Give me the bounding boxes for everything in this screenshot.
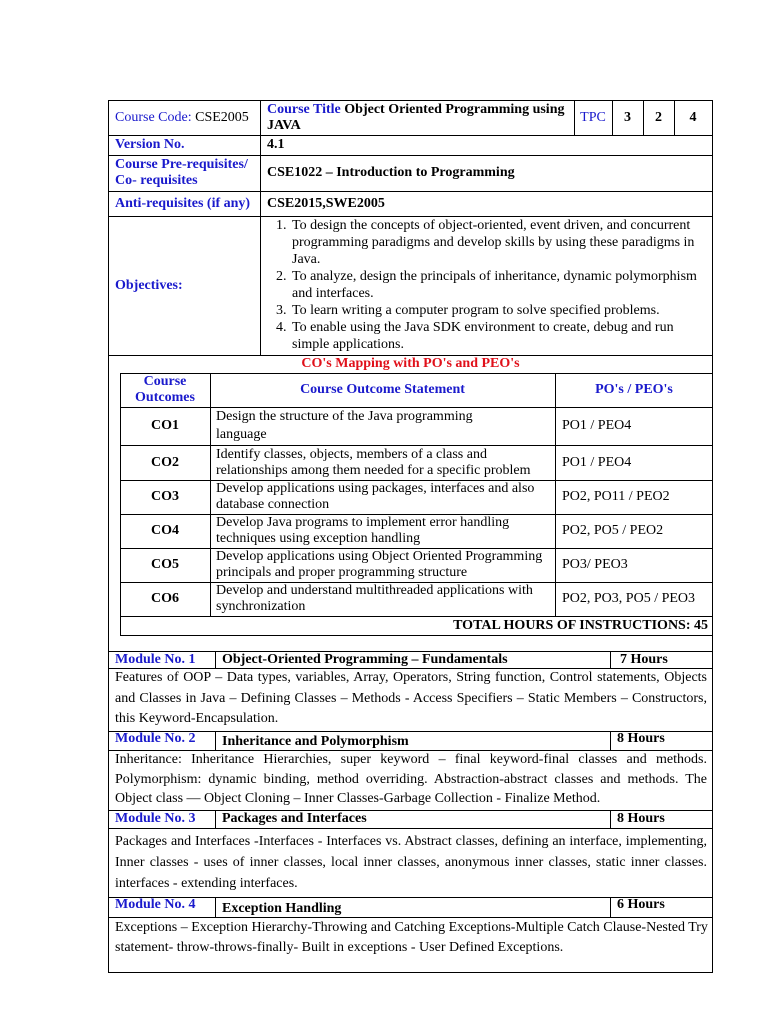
co-statement: Design the structure of the Java programming language <box>216 409 473 442</box>
co-po: PO1 / PEO4 <box>562 454 632 470</box>
co-id: CO1 <box>151 418 179 433</box>
co-header-statement: Course Outcome Statement <box>300 382 465 397</box>
version-value: 4.1 <box>267 137 285 152</box>
co-statement: Identify classes, objects, members of a class and relationships among them needed for a specific problem <box>216 446 531 478</box>
module-content: Packages and Interfaces -Interfaces - Interfaces vs. Abstract classes, defining an interface, implementing, Inner classes - uses of inner classes, local inner classes, anonymous inner classes, static inner classes. interfaces - extending interfaces. <box>115 834 707 891</box>
co-statement: Develop applications using packages, interfaces and also database connection <box>216 481 535 512</box>
anti-value: CSE2015,SWE2005 <box>267 195 385 211</box>
tpc-value-c: 4 <box>689 109 697 125</box>
course-title-cell <box>267 100 572 135</box>
co-id: CO6 <box>151 591 179 606</box>
module-hours: 7 Hours <box>620 651 668 667</box>
co-po: PO3/ PEO3 <box>562 557 628 572</box>
co-id: CO5 <box>151 557 179 572</box>
co-statement: Develop and understand multithreaded applications with synchronization <box>216 583 533 614</box>
total-hours: TOTAL HOURS OF INSTRUCTIONS: 45 <box>453 617 708 633</box>
co-po: PO1 / PEO4 <box>562 418 632 433</box>
module-hours: 8 Hours <box>617 731 665 746</box>
co-mapping-title: CO's Mapping with PO's and PEO's <box>301 356 520 371</box>
module-content: Exceptions – Exception Hierarchy-Throwing and Catching Exceptions-Multiple Catch Clause-Nested Try statement- throw-throws-finally- Built in exceptions - User Defined Exceptions. <box>115 920 708 955</box>
module-title: Exception Handling <box>222 901 342 916</box>
module-label: Module No. 2 <box>115 731 196 746</box>
objective-item: 2. To analyze, design the principals of inheritance, dynamic polymorphism and interfaces. <box>290 268 708 302</box>
prereq-label <box>115 155 260 191</box>
module-content: Features of OOP – Data types, variables, Array, Operators, String function, Control statements, Objects and Classes in Java – Defining Classes – Methods - Access Specifiers – Static Members – Constructors, this Keyword-Encapsulation. <box>115 670 707 726</box>
objective-item: 3. To learn writing a computer program to solve specified problems. <box>290 302 708 319</box>
module-content: Inheritance: Inheritance Hierarchies, super keyword – final keyword-final classes and methods. Polymorphism: dynamic binding, method overriding. Abstraction-abstract classes and methods. The Object class — Object Cloning – Inner Classes-Garbage Collection - Finalize Method. <box>115 752 707 806</box>
module-label: Module No. 1 <box>115 651 196 667</box>
tpc-value-t: 3 <box>624 109 631 125</box>
module-title: Object-Oriented Programming – Fundamentals <box>222 651 508 667</box>
prereq-label-line2: Co- requisites <box>115 173 198 188</box>
version-label: Version No. <box>115 137 185 152</box>
module-hours: 8 Hours <box>617 811 665 826</box>
module-title: Inheritance and Polymorphism <box>222 733 409 749</box>
objective-item: 4. To enable using the Java SDK environment to create, debug and run simple applications. <box>290 319 708 353</box>
module-title: Packages and Interfaces <box>222 811 367 826</box>
course-title: Object Oriented Programming using JAVA <box>267 101 565 133</box>
module-label: Module No. 3 <box>115 811 196 826</box>
course-code-label: Course Code: <box>115 109 192 125</box>
co-id: CO3 <box>151 489 179 504</box>
tpc-value-p: 2 <box>655 109 662 125</box>
co-po: PO2, PO11 / PEO2 <box>562 489 670 504</box>
objectives-label: Objectives: <box>115 277 183 293</box>
module-label: Module No. 4 <box>115 897 196 912</box>
co-po: PO2, PO5 / PEO2 <box>562 523 664 538</box>
co-id: CO2 <box>151 454 179 470</box>
prereq-label-line1: Course Pre-requisites/ <box>115 157 248 172</box>
course-title-label: Course Title <box>267 101 341 117</box>
co-po: PO2, PO3, PO5 / PEO3 <box>562 591 696 606</box>
course-code: CSE2005 <box>195 109 249 125</box>
co-header-po: PO's / PEO's <box>595 382 673 397</box>
tpc-label: TPC <box>580 109 606 125</box>
objectives-list <box>262 217 708 353</box>
co-statement: Develop applications using Object Oriented Programming principals and proper programming structure <box>216 549 543 580</box>
module-hours: 6 Hours <box>617 897 665 912</box>
objective-item: 1. To design the concepts of object-oriented, event driven, and concurrent programming paradigms and develop skills by using these paradigms in Java. <box>290 217 708 268</box>
course-code-cell <box>115 100 260 135</box>
prereq-value: CSE1022 – Introduction to Programming <box>267 165 515 180</box>
co-statement: Develop Java programs to implement error handling techniques using exception handling <box>216 515 510 546</box>
co-header-outcomes: Course Outcomes <box>135 374 195 405</box>
anti-label: Anti-requisites (if any) <box>115 195 251 211</box>
co-id: CO4 <box>151 523 179 538</box>
objectives-list-wrap <box>262 217 708 355</box>
